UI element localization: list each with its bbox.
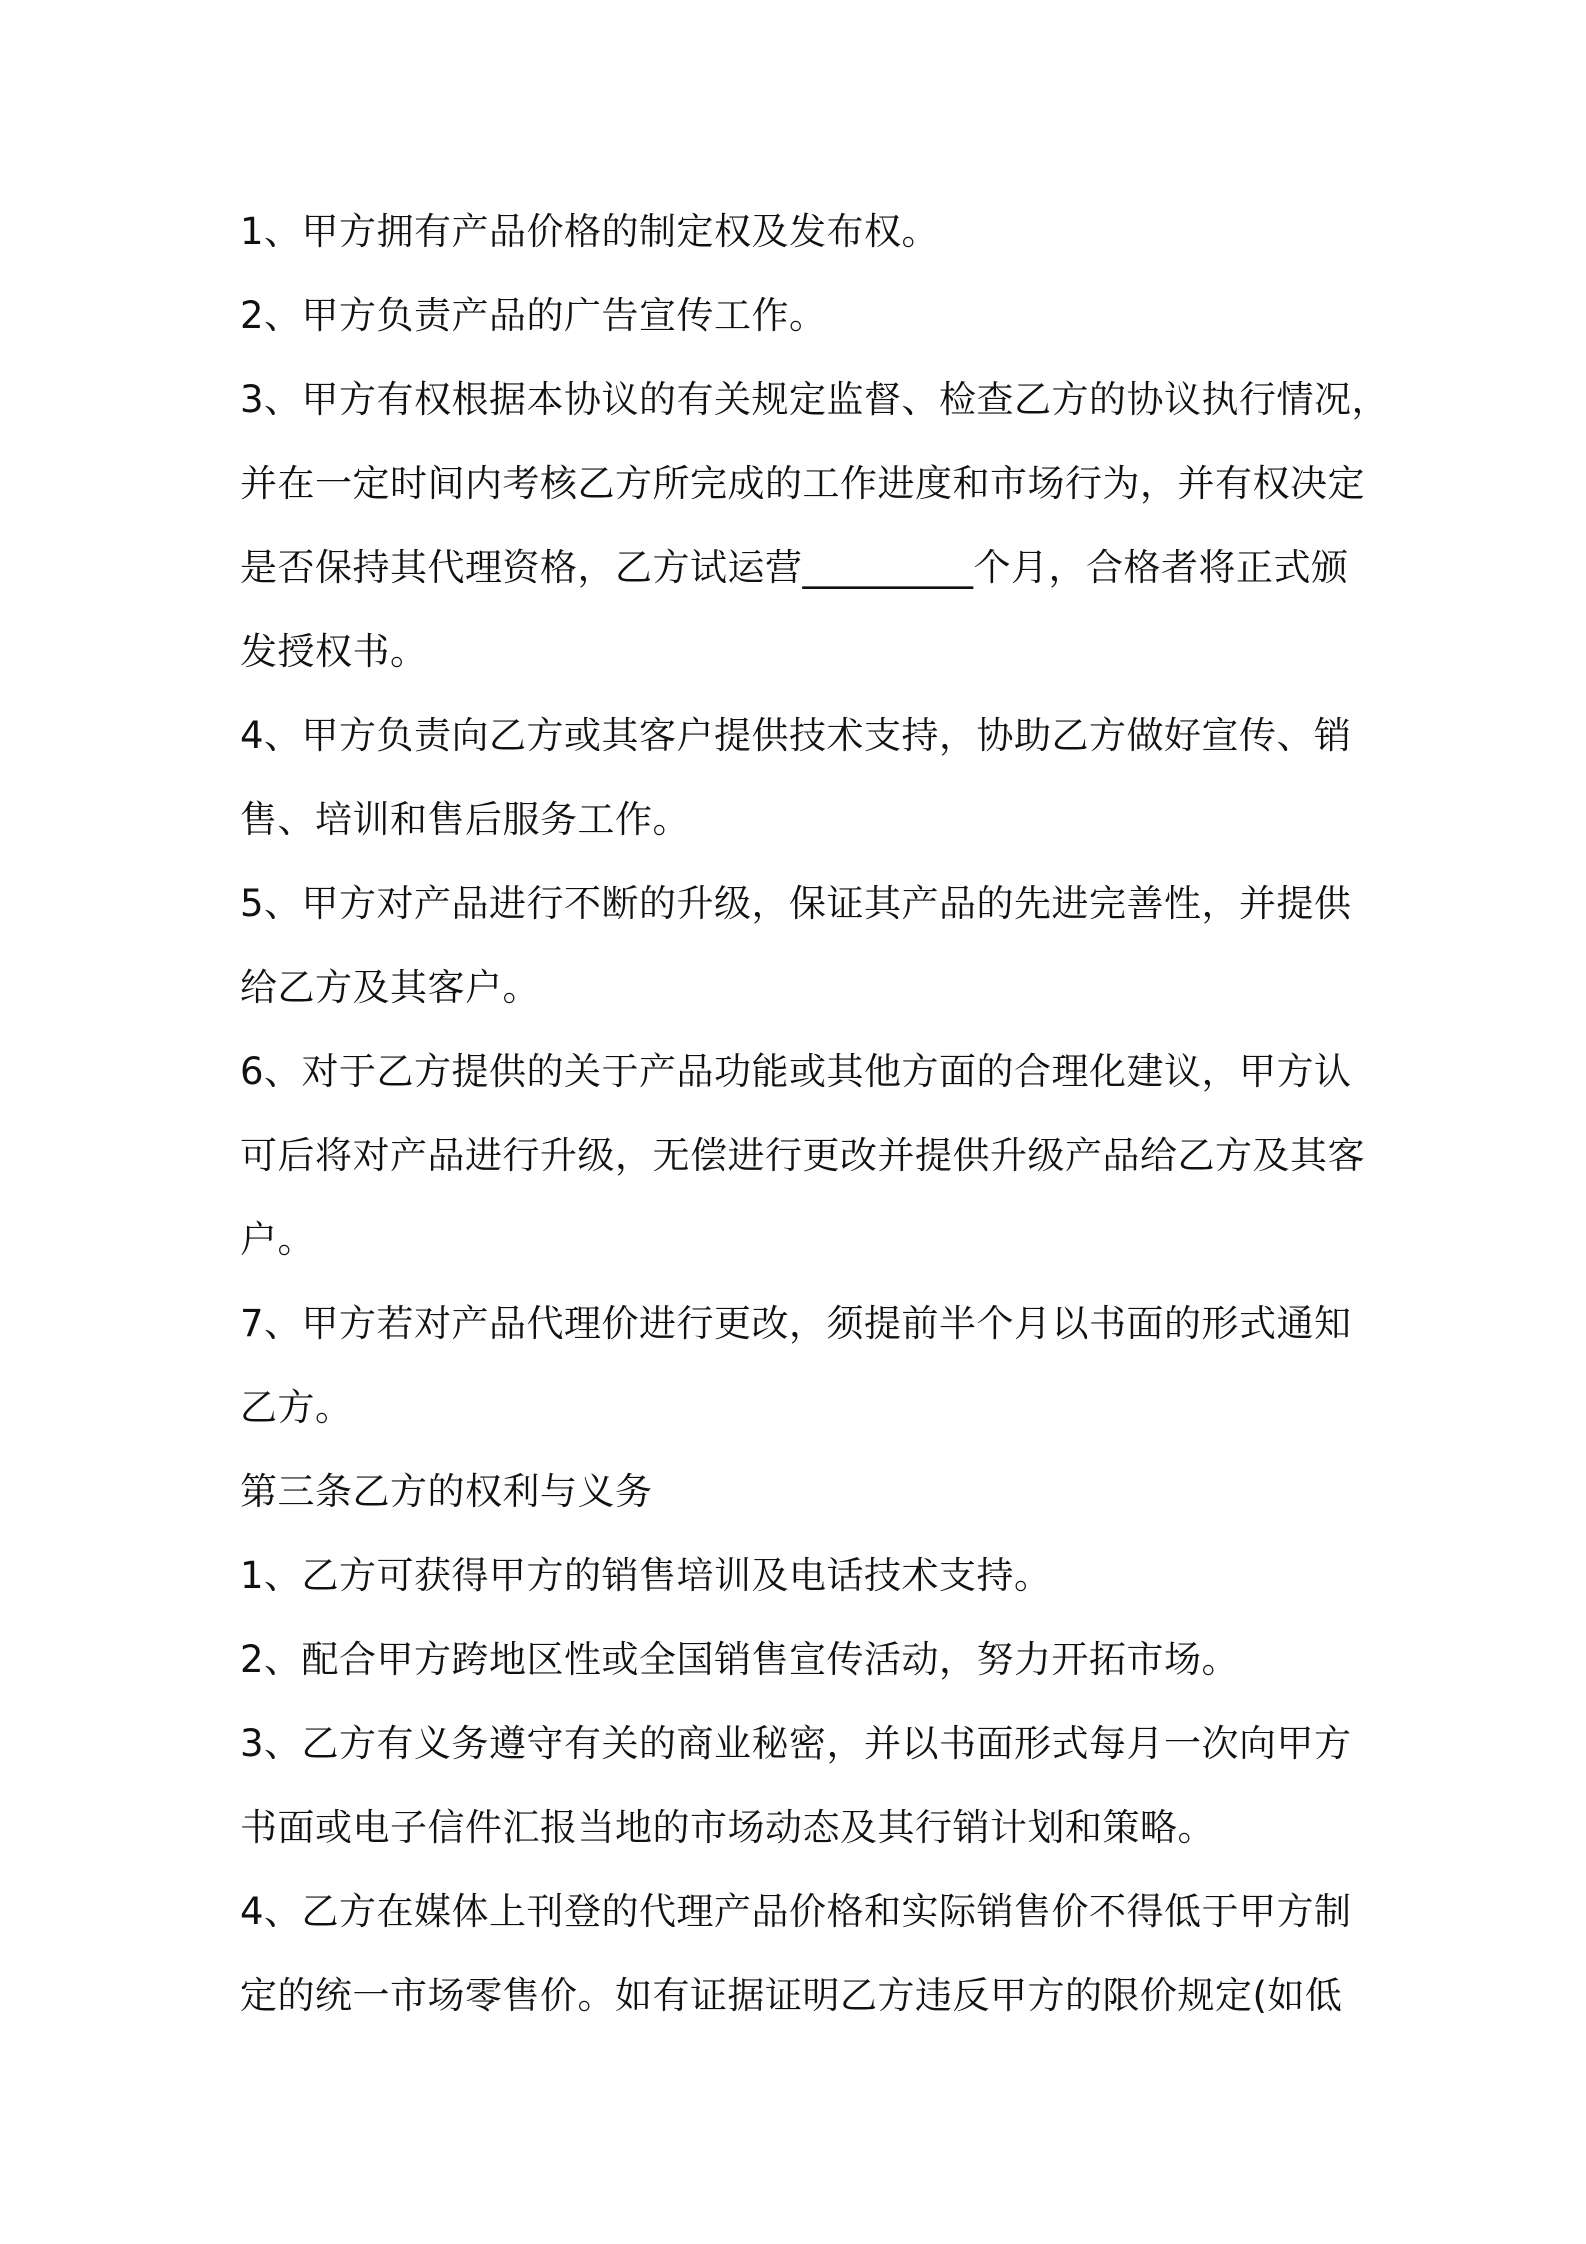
text-line: 是否保持其代理资格，乙方试运营_________个月，合格者将正式颁 — [240, 546, 1349, 589]
text-line: 给乙方及其客户。 — [240, 966, 540, 1009]
section-heading: 第三条乙方的权利与义务 — [240, 1470, 653, 1513]
text-line: 乙方。 — [240, 1386, 353, 1429]
text-line: 发授权书。 — [240, 630, 428, 673]
text-line: 2、配合甲方跨地区性或全国销售宣传活动，努力开拓市场。 — [240, 1638, 1240, 1681]
text-line: 定的统一市场零售价。如有证据证明乙方违反甲方的限价规定(如低 — [240, 1974, 1343, 2017]
text-line: 2、甲方负责产品的广告宣传工作。 — [240, 294, 827, 337]
text-line: 1、甲方拥有产品价格的制定权及发布权。 — [240, 210, 940, 253]
text-line: 6、对于乙方提供的关于产品功能或其他方面的合理化建议，甲方认 — [240, 1050, 1352, 1093]
text-line: 5、甲方对产品进行不断的升级，保证其产品的先进完善性，并提供 — [240, 882, 1352, 925]
document-body — [240, 190, 1390, 2038]
text-line: 1、乙方可获得甲方的销售培训及电话技术支持。 — [240, 1554, 1052, 1597]
text-line: 售、培训和售后服务工作。 — [240, 798, 690, 841]
text-line: 可后将对产品进行升级，无偿进行更改并提供升级产品给乙方及其客 — [240, 1134, 1365, 1177]
text-line: 户。 — [240, 1218, 315, 1261]
text-line: 4、乙方在媒体上刊登的代理产品价格和实际销售价不得低于甲方制 — [240, 1890, 1352, 1933]
text-line: 并在一定时间内考核乙方所完成的工作进度和市场行为，并有权决定 — [240, 462, 1365, 505]
text-line: 书面或电子信件汇报当地的市场动态及其行销计划和策略。 — [240, 1806, 1215, 1849]
text-line: 3、乙方有义务遵守有关的商业秘密，并以书面形式每月一次向甲方 — [240, 1722, 1352, 1765]
text-line: 3、甲方有权根据本协议的有关规定监督、检查乙方的协议执行情况， — [240, 378, 1390, 421]
text-line: 4、甲方负责向乙方或其客户提供技术支持，协助乙方做好宣传、销 — [240, 714, 1352, 757]
text-line: 7、甲方若对产品代理价进行更改，须提前半个月以书面的形式通知 — [240, 1302, 1352, 1345]
